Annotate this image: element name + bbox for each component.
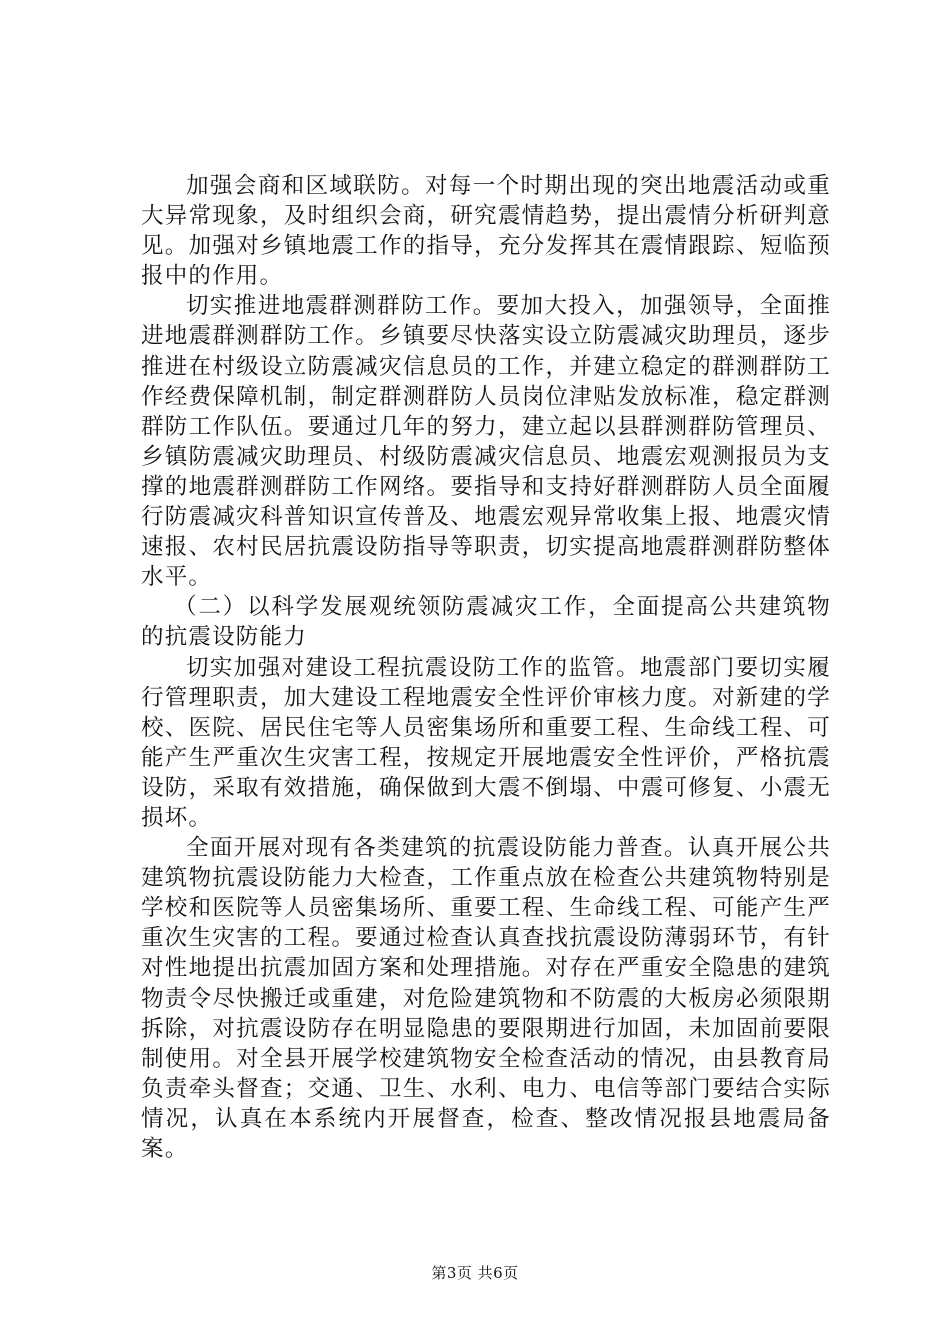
paragraph-construction-supervision: 切实加强对建设工程抗震设防工作的监管。地震部门要切实履行管理职责，加大建设工程地震安全性评价审核力度。对新建的学校、医院、居民住宅等人员密集场所和重要工程、生命线工程、可能产生严重次生灾害工程，按规定开展地震安全性评价，严格抗震设防，采取有效措施，确保做到大震不倒塌、中震可修复、小震无损坏。 (141, 654, 831, 831)
page-footer: 第3页 共6页 (431, 1264, 519, 1282)
paragraph-regional-consultation: 加强会商和区域联防。对每一个时期出现的突出地震活动或重大异常现象，及时组织会商，研究震情趋势，提出震情分析研判意见。加强对乡镇地震工作的指导，充分发挥其在震情跟踪、短临预报中的作用。 (141, 173, 831, 290)
document-body (141, 171, 831, 1164)
paragraph-building-survey: 全面开展对现有各类建筑的抗震设防能力普查。认真开展公共建筑物抗震设防能力大检查，工作重点放在检查公共建筑物特别是学校和医院等人员密集场所、重要工程、生命线工程、可能产生严重次生灾害的工程。要通过检查认真查找抗震设防薄弱环节，有针对性地提出抗震加固方案和处理措施。对存在严重安全隐患的建筑物责令尽快搬迁或重建，对危险建筑物和不防震的大板房必须限期拆除，对抗震设防存在明显隐患的要限期进行加固，未加固前要限制使用。对全县开展学校建筑物安全检查活动的情况，由县教育局负责牵头督查；交通、卫生、水利、电力、电信等部门要结合实际情况，认真在本系统内开展督查，检查、整改情况报县地震局备案。 (141, 835, 831, 1162)
section-heading-2: （二）以科学发展观统领防震减灾工作，全面提高公共建筑物的抗震设防能力 (141, 594, 831, 651)
paragraph-mass-monitoring: 切实推进地震群测群防工作。要加大投入，加强领导，全面推进地震群测群防工作。乡镇要尽快落实设立防震减灾助理员，逐步推进在村级设立防震减灾信息员的工作，并建立稳定的群测群防工作经费保障机制，制定群测群防人员岗位津贴发放标准，稳定群测群防工作队伍。要通过几年的努力，建立起以县群测群防管理员、乡镇防震减灾助理员、村级防震减灾信息员、地震宏观测报员为支撑的地震群测群防工作网络。要指导和支持好群测群防人员全面履行防震减灾科普知识宣传普及、地震宏观异常收集上报、地震灾情速报、农村民居抗震设防指导等职责，切实提高地震群测群防整体水平。 (141, 293, 831, 591)
